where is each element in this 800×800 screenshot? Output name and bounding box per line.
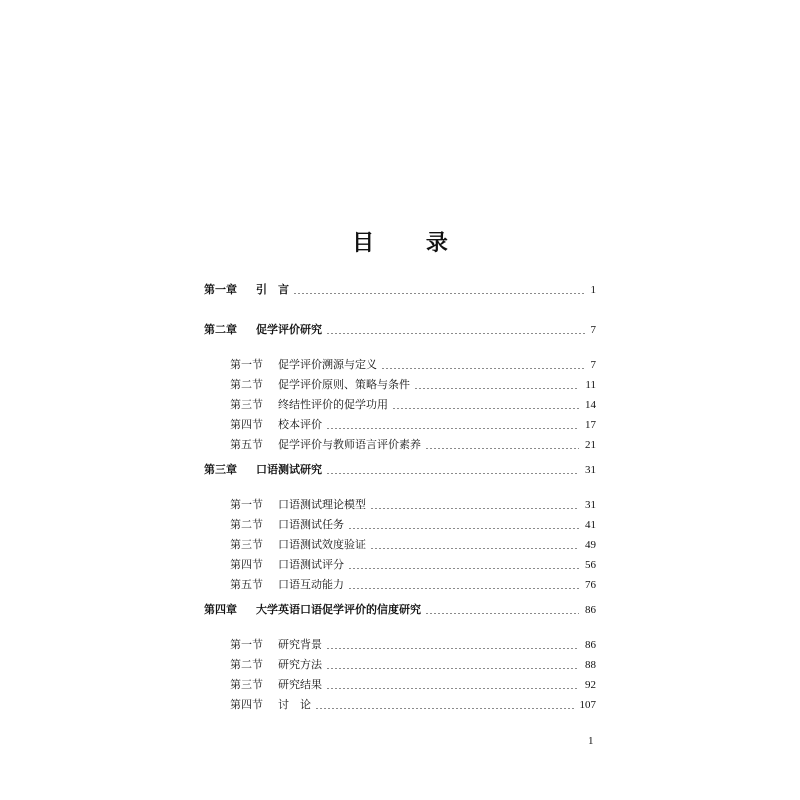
- dot-leader: [348, 528, 579, 529]
- section-title: 口语测试效度验证: [278, 538, 366, 551]
- toc-section: [204, 558, 596, 572]
- chapter-label: 第二章: [204, 323, 237, 336]
- section-title: 讨 论: [278, 698, 311, 711]
- dot-leader: [348, 568, 579, 569]
- section-label: 第二节: [230, 658, 263, 671]
- section-page-number: 92: [585, 679, 596, 691]
- section-title: 促学评价溯源与定义: [278, 358, 377, 371]
- dot-leader: [326, 668, 579, 669]
- section-label: 第四节: [230, 418, 263, 431]
- dot-leader: [293, 293, 585, 294]
- section-page-number: 31: [585, 499, 596, 511]
- chapter-label: 第三章: [204, 463, 237, 476]
- dot-leader: [348, 588, 579, 589]
- chapter-label: 第四章: [204, 603, 237, 616]
- section-page-number: 17: [585, 419, 596, 431]
- section-page-number: 21: [585, 439, 596, 451]
- dot-leader: [326, 473, 579, 474]
- section-label: 第三节: [230, 398, 263, 411]
- toc-chapter: [204, 603, 596, 617]
- dot-leader: [326, 688, 579, 689]
- toc-section: [204, 698, 596, 712]
- toc-section: [204, 638, 596, 652]
- chapter-label: 第一章: [204, 283, 237, 296]
- section-page-number: 14: [585, 399, 596, 411]
- section-page-number: 76: [585, 579, 596, 591]
- section-page-number: 86: [585, 639, 596, 651]
- dot-leader: [326, 428, 579, 429]
- dot-leader: [315, 708, 574, 709]
- section-label: 第二节: [230, 378, 263, 391]
- toc-chapter: [204, 463, 596, 477]
- section-title: 研究方法: [278, 658, 322, 671]
- section-label: 第五节: [230, 438, 263, 451]
- section-label: 第三节: [230, 678, 263, 691]
- section-page-number: 11: [585, 379, 596, 391]
- chapter-title: 大学英语口语促学评价的信度研究: [256, 603, 421, 616]
- chapter-page-number: 86: [585, 604, 596, 616]
- page-title: 目 录: [352, 230, 470, 256]
- section-title: 口语测试任务: [278, 518, 344, 531]
- section-label: 第二节: [230, 518, 263, 531]
- dot-leader: [326, 333, 585, 334]
- section-label: 第四节: [230, 558, 263, 571]
- section-label: 第三节: [230, 538, 263, 551]
- section-label: 第四节: [230, 698, 263, 711]
- section-page-number: 56: [585, 559, 596, 571]
- section-page-number: 41: [585, 519, 596, 531]
- section-title: 研究结果: [278, 678, 322, 691]
- section-title: 口语互动能力: [278, 578, 344, 591]
- chapter-page-number: 31: [585, 464, 596, 476]
- section-label: 第一节: [230, 358, 263, 371]
- toc-section: [204, 678, 596, 692]
- toc-section: [204, 378, 596, 392]
- section-page-number: 107: [579, 699, 596, 711]
- section-title: 促学评价与教师语言评价素养: [278, 438, 421, 451]
- toc-section: [204, 578, 596, 592]
- toc-section: [204, 418, 596, 432]
- dot-leader: [370, 508, 579, 509]
- section-title: 口语测试理论模型: [278, 498, 366, 511]
- chapter-page-number: 1: [590, 284, 596, 296]
- toc-chapter: [204, 323, 596, 337]
- dot-leader: [414, 388, 579, 389]
- dot-leader: [425, 613, 579, 614]
- chapter-title: 促学评价研究: [256, 323, 322, 336]
- section-title: 口语测试评分: [278, 558, 344, 571]
- section-page-number: 7: [590, 359, 596, 371]
- chapter-title: 口语测试研究: [256, 463, 322, 476]
- section-label: 第一节: [230, 638, 263, 651]
- chapter-page-number: 7: [590, 324, 596, 336]
- section-title: 研究背景: [278, 638, 322, 651]
- toc-section: [204, 398, 596, 412]
- section-title: 促学评价原则、策略与条件: [278, 378, 410, 391]
- toc-section: [204, 658, 596, 672]
- section-label: 第一节: [230, 498, 263, 511]
- chapter-title: 引 言: [256, 283, 289, 296]
- dot-leader: [326, 648, 579, 649]
- toc-section: [204, 358, 596, 372]
- toc-section: [204, 498, 596, 512]
- page-number: 1: [588, 735, 594, 747]
- toc-section: [204, 438, 596, 452]
- section-page-number: 88: [585, 659, 596, 671]
- dot-leader: [425, 448, 579, 449]
- table-of-contents: [204, 283, 596, 712]
- section-page-number: 49: [585, 539, 596, 551]
- dot-leader: [370, 548, 579, 549]
- section-title: 校本评价: [278, 418, 322, 431]
- toc-chapter: [204, 283, 596, 297]
- section-title: 终结性评价的促学功用: [278, 398, 388, 411]
- toc-section: [204, 518, 596, 532]
- dot-leader: [392, 408, 579, 409]
- toc-section: [204, 538, 596, 552]
- dot-leader: [381, 368, 585, 369]
- section-label: 第五节: [230, 578, 263, 591]
